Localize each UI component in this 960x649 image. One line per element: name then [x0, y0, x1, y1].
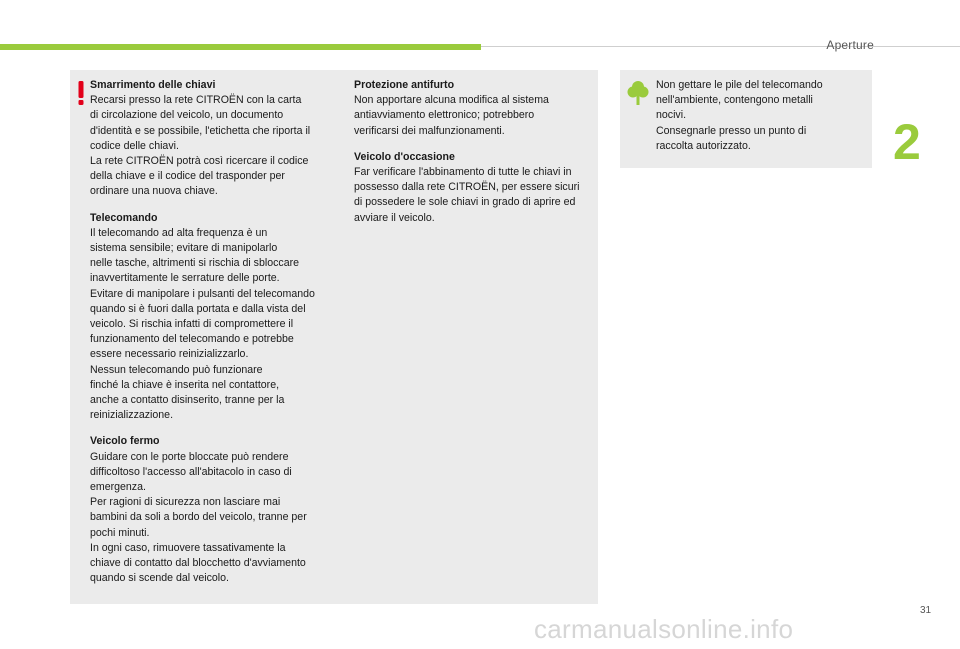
page-number: 31: [920, 605, 932, 616]
used-vehicle-section: [354, 150, 598, 226]
eco-note-text: Non gettare le pile del telecomando nell'ambiente, contengono metalli nocivi. Consegnarle presso un punto di raccolta autorizzato.: [656, 79, 823, 152]
parked-vehicle-text: Guidare con le porte bloccate può rendere difficoltoso l'accesso all'abitacolo in caso di emergenza. Per ragioni di sicurezza non lasciare mai bambini da soli a bordo del veicolo, tranne per pochi minuti. In ogni caso, rimuovere tassativamente la chiave di contatto dal blocchetto d'avviamento quando si scende dal veicolo.: [90, 450, 307, 585]
used-vehicle-title: Veicolo d'occasione: [354, 150, 455, 163]
tree-icon: [627, 80, 649, 106]
watermark: carmanualsonline.info: [534, 614, 794, 644]
anti-theft-text: Non apportare alcuna modifica al sistema antiavviamento elettronico; potrebbero verificarsi dei malfunzionamenti.: [354, 94, 549, 137]
lost-keys-title: Smarrimento delle chiavi: [90, 79, 216, 91]
lost-keys-section: [90, 78, 340, 200]
used-vehicle-text: Far verificare l'abbinamento di tutte le chiavi in possesso dalla rete CITROËN, per essere sicuri di possedere le sole chiavi in grado di aprire ed avviare il veicolo.: [354, 166, 580, 224]
section-title: Aperture: [826, 38, 874, 52]
anti-theft-section: [354, 78, 598, 139]
parked-vehicle-section: [90, 434, 340, 586]
remote-control-title: Telecomando: [90, 211, 158, 224]
remote-control-text: Il telecomando ad alta frequenza è un sistema sensibile; evitare di manipolarlo nelle tasche, altrimenti si rischia di sbloccare inavvertitamente le serrature delle porte. Evitare di manipolare i pulsanti del telecomando quando si è fuori dalla portata e dalla vista del veicolo. Si rischia infatti di compromettere il funzionamento del telecomando e potrebbe essere necessario reinizializzarlo. Nessun telecomando può funzionare finché la chiave è inserita nel contattore, anche a contatto disinserito, tranne per la reinizializzazione.: [90, 226, 315, 422]
parked-vehicle-title: Veicolo fermo: [90, 435, 160, 448]
eco-note: [656, 78, 866, 165]
header-rule: [481, 46, 960, 47]
column-left: [90, 78, 340, 598]
eco-note-block: [656, 78, 866, 154]
chapter-number: 2: [893, 114, 921, 170]
header-accent-bar: [0, 44, 481, 50]
anti-theft-title: Protezione antifurto: [354, 79, 455, 91]
exclamation-icon: [75, 80, 87, 106]
remote-control-section: [90, 211, 340, 424]
lost-keys-text: Recarsi presso la rete CITROËN con la carta di circolazione del veicolo, un documento d'identità e se possibile, l'etichetta che riporta il codice delle chiavi. La rete CITROËN potrà così ricercare il codice della chiave e il codice del trasponder per ordinare una nuova chiave.: [90, 94, 311, 198]
column-middle: [354, 78, 598, 237]
